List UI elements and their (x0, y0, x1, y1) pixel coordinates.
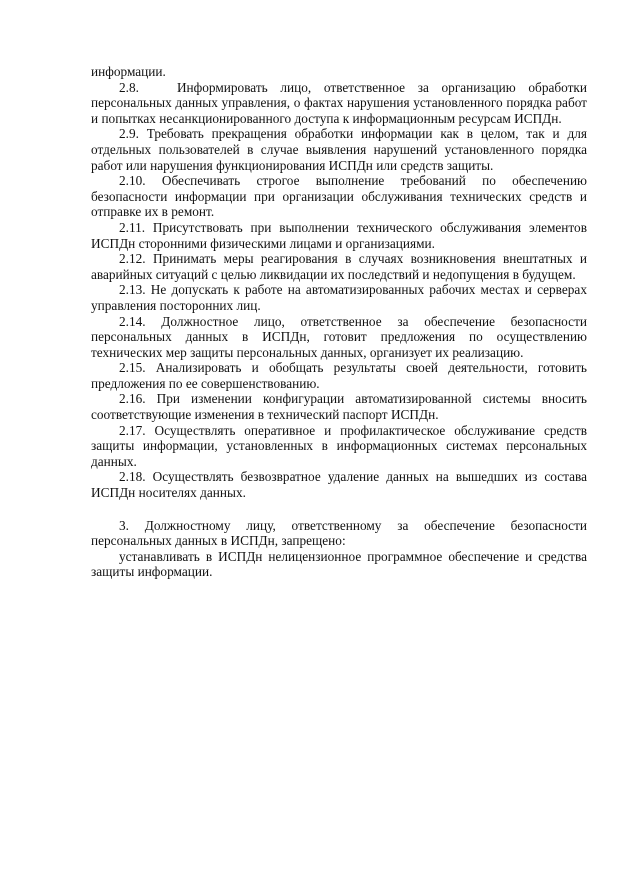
paragraph-2-9: 2.9. Требовать прекращения обработки информации как в целом, так и для отдельных пользователей в случае выявления нарушений установленного порядка работ или нарушения функционирования ИСПДн или средств защиты. (91, 126, 587, 173)
paragraph-2-10: 2.10. Обеспечивать строгое выполнение требований по обеспечению безопасности информации при организации обслуживания технических средств и отправке их в ремонт. (91, 173, 587, 220)
paragraph-2-14: 2.14. Должностное лицо, ответственное за обеспечение безопасности персональных данных в ИСПДн, готовит предложения по осуществлению технических мер защиты персональных данных, организует их реализацию. (91, 313, 587, 360)
section-gap (91, 501, 587, 518)
paragraph-2-16: 2.16. При изменении конфигурации автоматизированной системы вносить соответствующие изменения в технический паспорт ИСПДн. (91, 391, 587, 423)
section-3-item: устанавливать в ИСПДн нелицензионное программное обеспечение и средства защиты информации. (91, 548, 587, 580)
paragraph-continuation: информации. (91, 64, 166, 79)
paragraph-2-18: 2.18. Осуществлять безвозвратное удаление данных на вышедших из состава ИСПДн носителях данных. (91, 469, 587, 501)
paragraph-2-13: 2.13. Не допускать к работе на автоматизированных рабочих местах и серверах управления посторонних лиц. (91, 282, 587, 313)
section-3-heading: 3. Должностному лицу, ответственному за обеспечение безопасности персональных данных в ИСПДн, запрещено: (91, 517, 587, 549)
paragraph-2-15: 2.15. Анализировать и обобщать результаты своей деятельности, готовить предложения по ее совершенствованию. (91, 360, 587, 391)
document-body (91, 64, 587, 580)
paragraph-2-17: 2.17. Осуществлять оперативное и профилактическое обслуживание средств защиты информации, установленных в информационных системах персональных данных. (91, 422, 587, 469)
paragraph-2-12: 2.12. Принимать меры реагирования в случаях возникновения внештатных и аварийных ситуаций с целью ликвидации их последствий и недопущения в будущем. (91, 251, 587, 282)
paragraph-2-11: 2.11. Присутствовать при выполнении технического обслуживания элементов ИСПДн сторонними физическими лицами и организациями. (91, 219, 587, 251)
paragraph-2-8: 2.8. Информировать лицо, ответственное за организацию обработки персональных данных управления, о фактах нарушения установленного порядка работ и попытках несанкционированного доступа к информационным ресурсам ИСПДн. (91, 79, 587, 126)
